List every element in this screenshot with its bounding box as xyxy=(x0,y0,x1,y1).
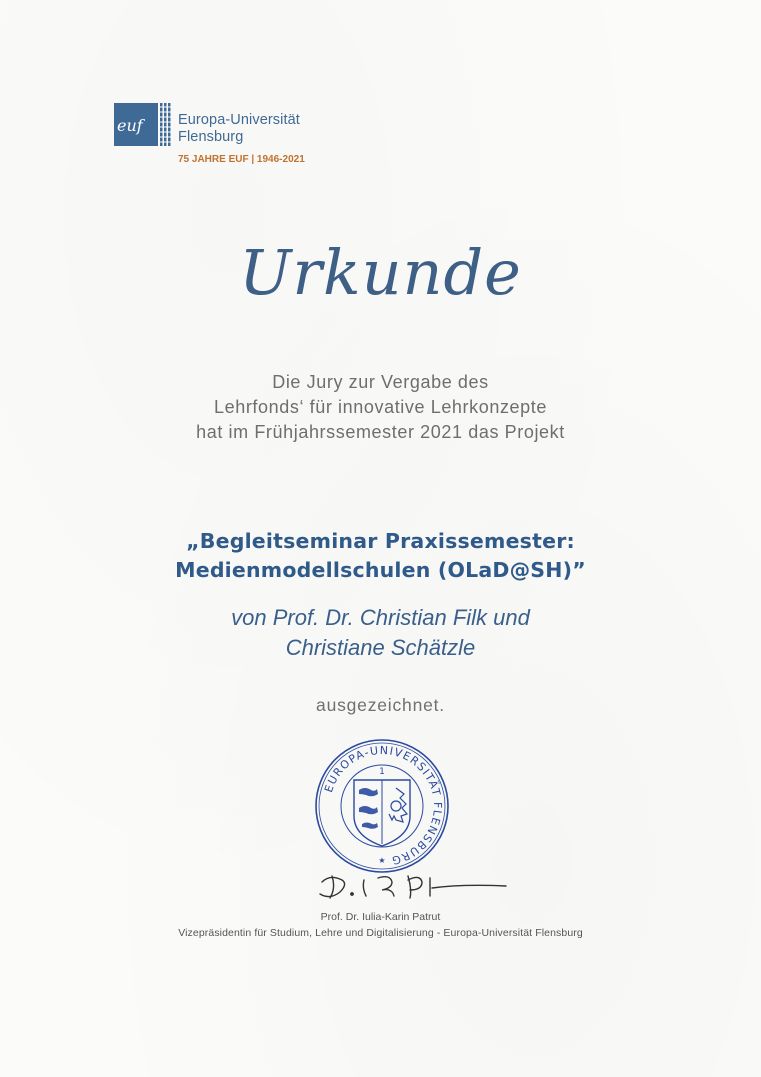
university-logo xyxy=(114,103,374,173)
university-name-line2: Flensburg xyxy=(178,129,244,145)
project-title-line: „Begleitseminar Praxissemester: xyxy=(186,529,575,553)
intro-text xyxy=(0,370,761,445)
authors xyxy=(0,603,761,663)
signature-icon xyxy=(312,866,512,906)
university-name-line1: Europa-Universität xyxy=(178,112,300,128)
euf-logo-icon xyxy=(114,103,172,146)
certificate-title: Urkunde xyxy=(239,236,522,309)
intro-line: Lehrfonds‘ für innovative Lehrkonzepte xyxy=(213,397,547,417)
project-title xyxy=(0,527,761,585)
authors-line: Christiane Schätzle xyxy=(285,635,476,660)
svg-text:1: 1 xyxy=(379,767,385,777)
authors-line: von Prof. Dr. Christian Filk und xyxy=(231,605,530,630)
signer-name: Prof. Dr. Iulia-Karin Patrut xyxy=(320,911,441,923)
intro-line: hat im Frühjahrssemester 2021 das Projekt xyxy=(196,422,565,442)
anniversary-label: 75 JAHRE EUF | 1946-2021 xyxy=(178,154,305,165)
svg-text:★: ★ xyxy=(378,856,386,865)
svg-text:EUROPA-UNIVERSITÄT FLENSBURG: EUROPA-UNIVERSITÄT FLENSBURG xyxy=(322,743,445,868)
svg-text:euf: euf xyxy=(117,116,143,135)
university-seal-icon xyxy=(312,736,452,876)
awarded-text: ausgezeichnet. xyxy=(316,695,445,715)
project-title-line: Medienmodellschulen (OLaD@SH)” xyxy=(175,558,586,582)
intro-line: Die Jury zur Vergabe des xyxy=(272,372,489,392)
signer-role: Vizepräsidentin für Studium, Lehre und Digitalisierung - Europa-Universität Flensburg xyxy=(178,927,583,939)
